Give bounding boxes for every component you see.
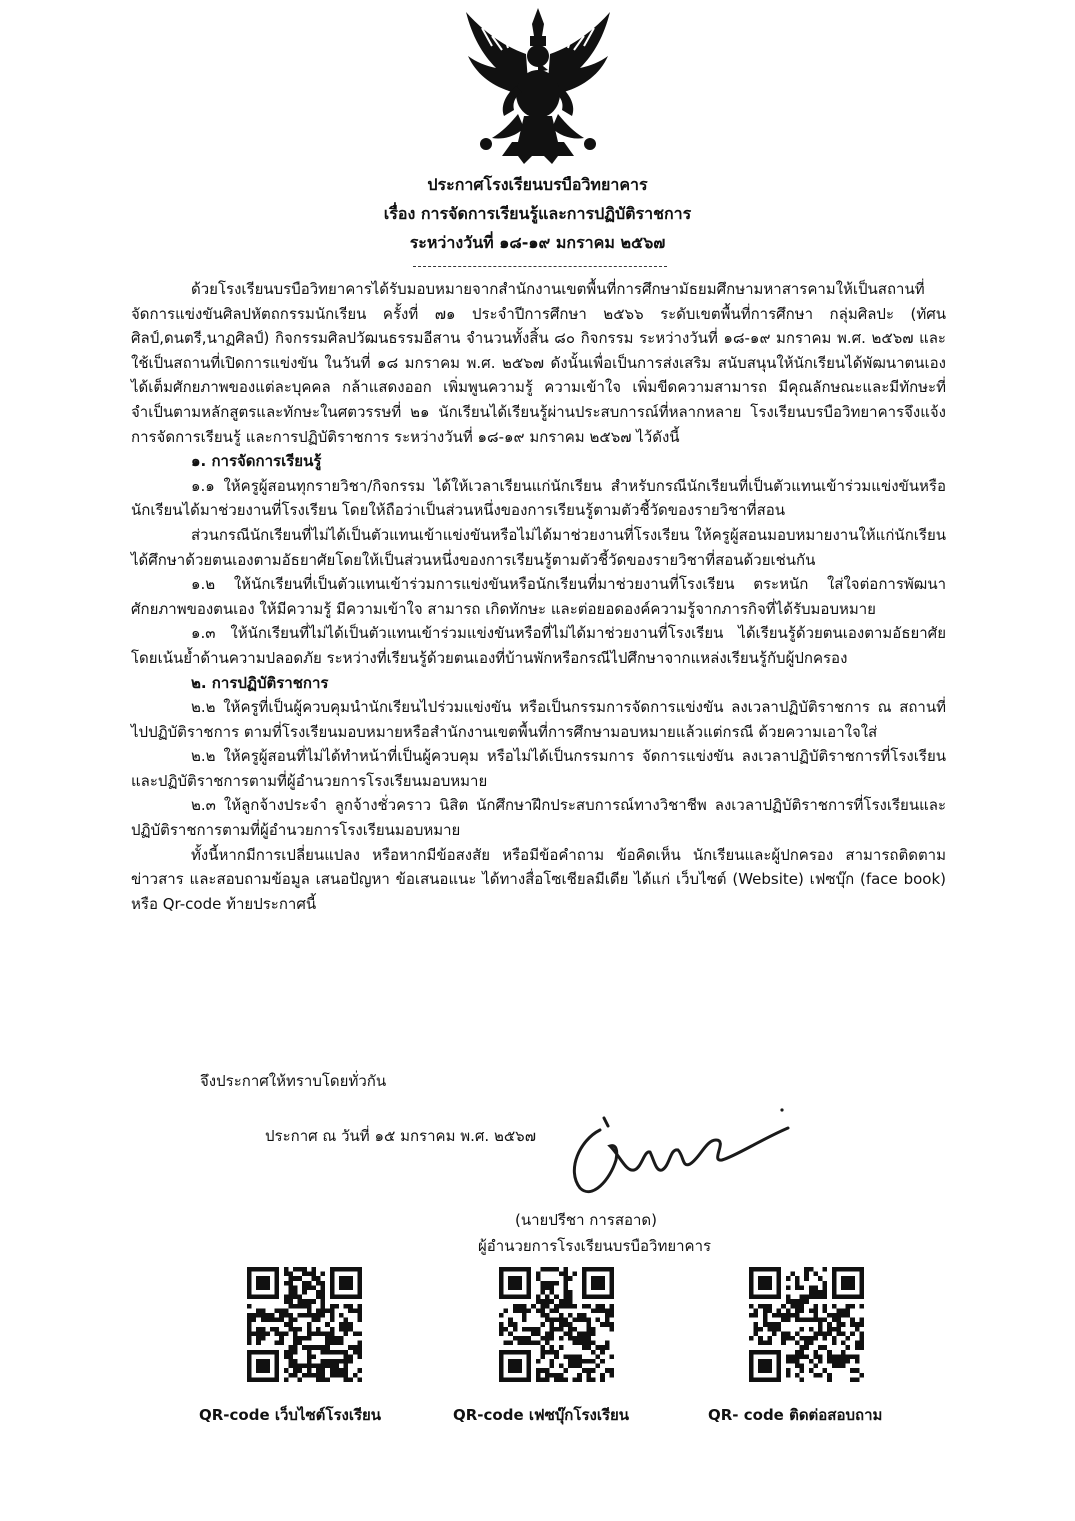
section-2-title: ๒. การปฏิบัติราชการ (191, 673, 329, 692)
section-2-paragraph: ทั้งนี้หากมีการเปลี่ยนแปลง หรือหากมีข้อสงสัย หรือมีข้อคำถาม ข้อคิดเห็น นักเรียนและผู้ปกครอง สามารถติดตามข่าวสาร และสอบถามข้อมูล เสนอปัญหา ข้อเสนอแนะ ได้ทางสื่อโซเชียลมีเดีย ได้แก่ เว็บไซต์ (Website) เฟซบุ๊ก (face book) หรือ Qr-code ท้ายประกาศนี้ (131, 845, 946, 913)
section-1-title: ๑. การจัดการเรียนรู้ (191, 452, 322, 471)
garuda-emblem-icon (462, 6, 614, 166)
signer-name: (นายปรีชา การสอาด) (515, 1211, 658, 1229)
handwritten-signature (560, 1100, 795, 1200)
closing-statement: จึงประกาศให้ทราบโดยทั่วกัน (200, 1072, 387, 1090)
section-1-paragraph: ๑.๓ ให้นักเรียนที่ไม่ได้เป็นตัวแทนเข้าร่วมแข่งขันหรือที่ไม่ได้มาช่วยงานที่โรงเรียน ได้เรียนรู้ด้วยตนเองตามอัธยาศัยโดยเน้นย้ำด้านความปลอดภัย ระหว่างที่เรียนรู้ด้วยตนเองที่บ้านพักหรือกรณีไปศึกษาจากแหล่งเรียนรู้กับผู้ปกครอง (131, 624, 946, 667)
document-body (131, 277, 946, 916)
section-2-paragraph: ๒.๒ ให้ครูที่เป็นผู้ควบคุมนำนักเรียนไปร่วมแข่งขัน หรือเป็นกรรมการจัดการแข่งขัน ลงเวลาปฏิบัติราชการ ณ สถานที่ไปปฏิบัติราชการ ตามที่โรงเรียนมอบหมายหรือสำนักงานเขตพื้นที่การศึกษามอบหมายแล้วแต่กรณี ด้วยความเอาใจใส่ (131, 698, 946, 741)
qr-label-website: QR-code เว็บไซต์โรงเรียน (199, 1406, 382, 1424)
announcement-date: ประกาศ ณ วันที่ ๑๕ มกราคม พ.ศ. ๒๕๖๗ (265, 1127, 536, 1145)
qr-code-facebook[interactable] (499, 1267, 614, 1382)
section-1-paragraph: ส่วนกรณีนักเรียนที่ไม่ได้เป็นตัวแทนเข้าแข่งขันหรือไม่ได้มาช่วยงานที่โรงเรียน ให้ครูผู้สอนมอบหมายงานให้แก่นักเรียนได้ศึกษาด้วยตนเองตามอัธยาศัยโดยให้เป็นส่วนหนึ่งของการเรียนรู้ตามตัวชี้วัดของรายวิชาที่สอนด้วยเช่นกัน (131, 525, 946, 569)
header-subject: เรื่อง การจัดการเรียนรู้และการปฏิบัติราชการ (383, 204, 692, 223)
qr-label-facebook: QR-code เฟซบุ๊กโรงเรียน (453, 1406, 630, 1424)
section-2-paragraph: ๒.๓ ให้ลูกจ้างประจำ ลูกจ้างชั่วคราว นิสิต นักศึกษาฝึกประสบการณ์ทางวิชาชีพ ลงเวลาปฏิบัติราชการที่โรงเรียนและปฏิบัติราชการตามที่ผู้อำนวยการโรงเรียนมอบหมาย (131, 796, 946, 840)
qr-code-website[interactable] (247, 1267, 362, 1382)
section-2-paragraph: ๒.๒ ให้ครูผู้สอนที่ไม่ได้ทำหน้าที่เป็นผู้ควบคุม หรือไม่ได้เป็นกรรมการ จัดการแข่งขัน ลงเวลาปฏิบัติราชการที่โรงเรียน และปฏิบัติราชการตามที่ผู้อำนวยการโรงเรียนมอบหมาย (131, 747, 946, 790)
section-1-paragraph: ๑.๒ ให้นักเรียนที่เป็นตัวแทนเข้าร่วมการแข่งขันหรือนักเรียนที่มาช่วยงานที่โรงเรียน ตระหนัก ใส่ใจต่อการพัฒนาศักยภาพของตนเอง ให้มีความรู้ มีความเข้าใจ สามารถ เกิดทักษะ และต่อยอดองค์ความรู้จากภารกิจที่ได้รับมอบหมาย (131, 575, 946, 618)
header-date-range: ระหว่างวันที่ ๑๘-๑๙ มกราคม ๒๕๖๗ (409, 233, 666, 252)
signer-position: ผู้อำนวยการโรงเรียนบรบือวิทยาคาร (478, 1237, 712, 1255)
section-1-paragraph: ๑.๑ ให้ครูผู้สอนทุกรายวิชา/กิจกรรม ได้ให้เวลาเรียนแก่นักเรียน สำหรับกรณีนักเรียนที่เป็นตัวแทนเข้าร่วมแข่งขันหรือนักเรียนได้มาช่วยงานที่โรงเรียน โดยให้ถือว่าเป็นส่วนหนึ่งของการเรียนรู้ตามตัวชี้วัดของรายวิชาที่สอน (131, 476, 946, 520)
header-divider (413, 266, 667, 267)
header-title: ประกาศโรงเรียนบรบือวิทยาคาร (427, 175, 648, 194)
qr-code-contact[interactable] (749, 1267, 864, 1382)
qr-label-contact: QR- code ติดต่อสอบถาม (708, 1406, 883, 1424)
intro-paragraph: ด้วยโรงเรียนบรบือวิทยาคารได้รับมอบหมายจากสำนักงานเขตพื้นที่การศึกษามัธยมศึกษามหาสารคามให้เป็นสถานที่จัดการแข่งขันศิลปหัตถกรรมนักเรียน ครั้งที่ ๗๑ ประจำปีการศึกษา ๒๕๖๖ ระดับเขตพื้นที่การศึกษา กลุ่มศิลปะ (ทัศนศิลป์,ดนตรี,นาฏศิลป์) กิจกรรมศิลปวัฒนธรรมอีสาน จำนวนทั้งสิ้น ๘๐ กิจกรรม ระหว่างวันที่ ๑๘-๑๙ มกราคม พ.ศ. ๒๕๖๗ และใช้เป็นสถานที่เปิดการแข่งขัน ในวันที่ ๑๘ มกราคม พ.ศ. ๒๕๖๗ ดังนั้นเพื่อเป็นการส่งเสริม สนับสนุนให้นักเรียนได้พัฒนาตนเองได้เต็มศักยภาพของแต่ละบุคคล กล้าแสดงออก เพิ่มพูนความรู้ ความเข้าใจ เพิ่มขีดความสามารถ มีคุณลักษณะและมีทักษะที่จำเป็นตามหลักสูตรและทักษะในศตวรรษที่ ๒๑ นักเรียนได้เรียนรู้ผ่านประสบการณ์ที่หลากหลาย โรงเรียนบรบือวิทยาคารจึงแจ้งการจัดการเรียนรู้ และการปฏิบัติราชการ ระหว่างวันที่ ๑๘-๑๙ มกราคม ๒๕๖๗ ไว้ดังนี้ (131, 280, 946, 446)
